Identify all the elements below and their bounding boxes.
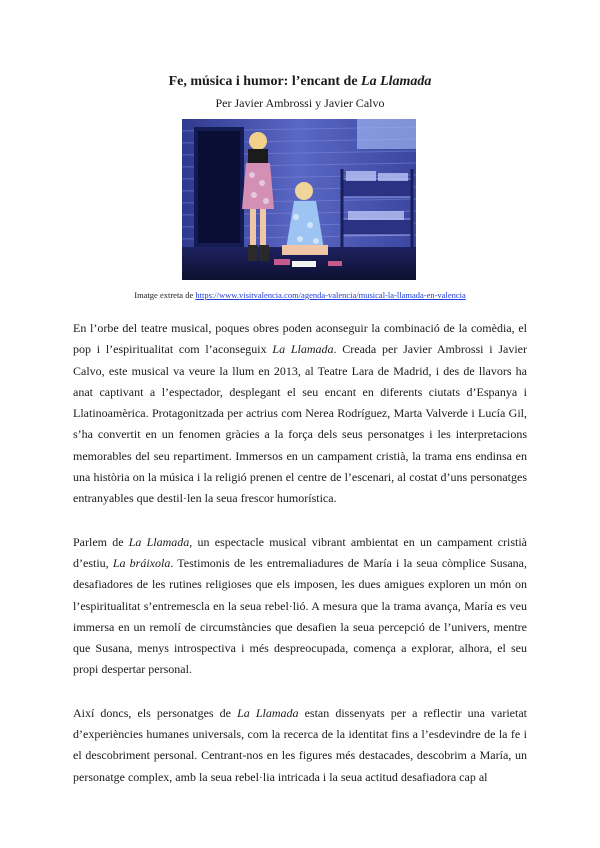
paragraph bbox=[73, 318, 527, 510]
byline: Per Javier Ambrossi y Javier Calvo bbox=[215, 96, 385, 110]
stage-photo-icon bbox=[182, 119, 416, 280]
paragraph-text: estan dissenyats per a reflectir una varietat d’experiències humanes universals, com la recerca de la identitat fins a l’esdevindre de la fe i el descobriment personal. Centrant-nos en les figures més destacades, descobrim a María, un personatge complex, amb la seua rebel·lia intricada i la seua actitud desafiadora cap al bbox=[73, 705, 527, 784]
image-caption bbox=[0, 290, 600, 300]
title-italic: La Llamada bbox=[361, 74, 432, 89]
paragraph-text: . Testimonis de les entremaliadures de María i la seua còmplice Susana, desafiadores de les rutines religioses que els imposen, les dues amigues exploren un món on l’espiritualitat s’entremescla en la seua rebel·lió. A mesura que la trama avança, María es veu immersa en un remolí de circumstàncies que desafien la seua percepció de l’univers, mentre que Susana, menys introspectiva i més despreocupada, comença a explorar, alhora, el seu propi despertar personal. bbox=[73, 555, 527, 677]
article-title bbox=[0, 74, 600, 90]
title-text: Fe, música i humor: l’encant de bbox=[168, 74, 362, 89]
caption-text: Imatge extreta de bbox=[134, 290, 196, 300]
paragraph-text: , un espectacle musical vibrant ambientat en un campament cristià d’estiu, bbox=[73, 534, 527, 570]
article-body bbox=[73, 318, 527, 810]
paragraph bbox=[73, 703, 527, 788]
stage-photo bbox=[182, 119, 416, 280]
caption-link[interactable]: https://www.visitvalencia.com/agenda-valencia/musical-la-llamada-en-valencia bbox=[195, 290, 466, 300]
paragraph-text: En l’orbe del teatre musical, poques obres poden aconseguir la combinació de la comèdia, el pop i l’espiritualitat com l’aconseguix bbox=[73, 321, 527, 357]
paragraph-italic: La Llamada bbox=[272, 342, 334, 357]
paragraph-italic: La Llamada bbox=[237, 705, 299, 720]
paragraph bbox=[73, 532, 527, 681]
paragraph-italic: La Llamada bbox=[128, 534, 190, 549]
paragraph-text: . Creada per Javier Ambrossi i Javier Calvo, este musical va veure la llum en 2013, al Teatre Lara de Madrid, i des de llavors ha anat captivant a l’espectador, desplegant el seu encant en diferents ciutats d’Espanya i Llatinoamèrica. Protagonitzada per actrius com Nerea Rodríguez, Marta Valverde i Lucía Gil, s’ha convertit en un fenomen gràcies a la força dels seus personatges i les interpretacions memorables del seu repartiment. Immersos en un campament cristià, la trama ens endinsa en una història on la música i la religió prenen el centre de l’escenari, al costat d’uns personatges entranyables que destil·len la seua frescor humorística. bbox=[73, 342, 527, 506]
paragraph-text: Així doncs, els personatges de bbox=[73, 705, 238, 720]
paragraph-text: Parlem de bbox=[73, 534, 129, 549]
paragraph-italic: La bráixola bbox=[112, 555, 171, 570]
